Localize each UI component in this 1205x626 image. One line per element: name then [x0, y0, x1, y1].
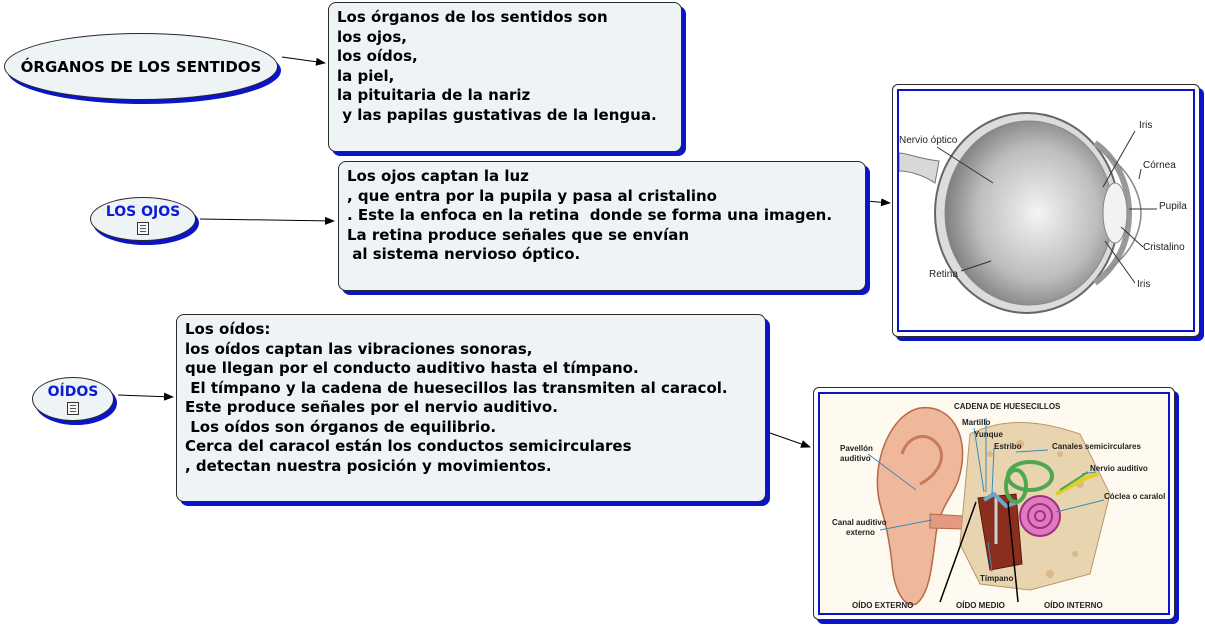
node-los-ojos[interactable] [90, 197, 196, 241]
text-line: que llegan por el conducto auditivo hasta el tímpano. [185, 359, 639, 377]
box-ojos-text[interactable] [338, 161, 866, 291]
text-line: Los oídos son órganos de equilibrio. [185, 417, 497, 436]
text-line: y las papilas gustativas de la lengua. [337, 105, 657, 124]
label-cornea: Córnea [1143, 160, 1176, 171]
connector-box-ear [770, 433, 810, 447]
node-oidos-label: OÍDOS [47, 383, 99, 400]
label-yunque: Yunque [974, 430, 1003, 439]
ear-diagram-frame[interactable] [813, 387, 1175, 620]
label-cristalino: Cristalino [1143, 242, 1185, 253]
node-organos-sentidos[interactable] [4, 33, 278, 100]
label-cadena-huesecillos: CADENA DE HUESECILLOS [954, 402, 1061, 411]
label-martillo: Martillo [962, 418, 991, 427]
ear-diagram [818, 392, 1170, 615]
connector-box-eye [866, 201, 890, 203]
label-retina: Retina [929, 269, 958, 280]
text-line: Cerca del caracol están los conductos semicirculares [185, 437, 632, 455]
text-line: La retina produce señales que se envían [347, 225, 690, 244]
document-icon[interactable] [137, 222, 149, 235]
text-line: los oídos captan las vibraciones sonoras, [185, 339, 533, 358]
text-line: , detectan nuestra posición y movimientos. [185, 456, 552, 475]
label-nervio-optico: Nervio óptico [899, 135, 958, 146]
label-pabellon-1: Pavellón [840, 444, 873, 453]
connector-oidos-box [118, 395, 173, 397]
eye-diagram [897, 89, 1195, 332]
text-line: Los oídos: [185, 320, 271, 338]
text-line: al sistema nervioso óptico. [347, 245, 581, 263]
label-iris-bottom: Iris [1137, 279, 1151, 290]
document-icon[interactable] [67, 402, 79, 415]
connector-main-organos [282, 57, 325, 63]
label-coclea: Cóclea o caralol [1104, 492, 1166, 501]
label-oido-externo: OÍDO EXTERNO [852, 601, 914, 610]
eye-diagram-frame[interactable] [892, 84, 1200, 337]
label-canales: Canales semicirculares [1052, 442, 1141, 451]
label-nervio-auditivo: Nervio auditivo [1090, 464, 1148, 473]
text-line: Los ojos captan la luz [347, 167, 529, 185]
box-organos-text[interactable] [328, 2, 682, 152]
text-line: Los órganos de los sentidos son [337, 8, 608, 26]
text-line: los oídos, [337, 47, 418, 65]
label-oido-medio: OÍDO MEDIO [956, 601, 1005, 610]
label-oido-interno: OÍDO INTERNO [1044, 601, 1103, 610]
connector-ojos-box [200, 219, 334, 221]
text-line: la pituitaria de la nariz [337, 86, 531, 104]
label-iris-top: Iris [1139, 120, 1153, 131]
text-line: . Este la enfoca en la retina donde se forma una imagen. [347, 206, 833, 224]
text-line: , que entra por la pupila y pasa al cristalino [347, 186, 717, 205]
label-canal-2: externo [846, 528, 875, 537]
node-oidos[interactable] [32, 377, 114, 421]
label-timpano: Tímpano [980, 574, 1014, 583]
box-oidos-text[interactable] [176, 314, 766, 502]
text-line: los ojos, [337, 27, 407, 46]
text-line: Este produce señales por el nervio auditivo. [185, 398, 558, 416]
node-organos-label: ÓRGANOS DE LOS SENTIDOS [20, 57, 262, 76]
label-pabellon-2: auditivo [840, 454, 871, 463]
label-canal-1: Canal auditivo [832, 518, 887, 527]
node-ojos-label: LOS OJOS [105, 203, 181, 220]
text-line: la piel, [337, 66, 395, 85]
label-estribo: Estribo [994, 442, 1022, 451]
label-pupila: Pupila [1159, 201, 1187, 212]
text-line: El tímpano y la cadena de huesecillos las transmiten al caracol. [185, 378, 728, 397]
